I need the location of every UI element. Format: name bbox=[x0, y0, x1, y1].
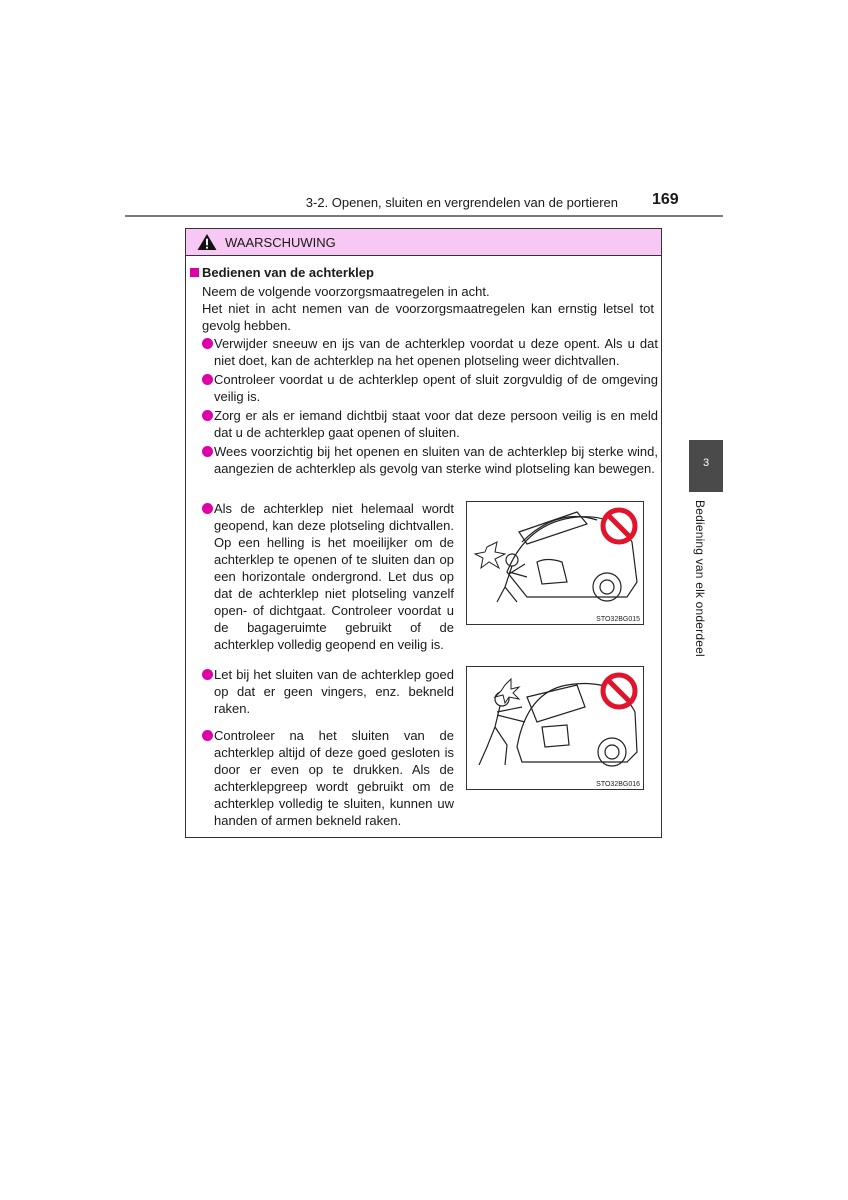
list-item-text: Controleer voordat u de achterklep opent of sluit zorgvuldig of de omgeving veilig is. bbox=[214, 372, 658, 404]
intro-line-2: Het niet in acht nemen van de voorzorgsmaatregelen kan ernstig letsel tot gevolg hebben. bbox=[202, 301, 654, 333]
bullet-dot-icon bbox=[202, 446, 213, 457]
square-bullet-icon bbox=[190, 268, 199, 277]
bullet-dot-icon bbox=[202, 338, 213, 349]
list-item-text: Verwijder sneeuw en ijs van de achterklep voordat u deze opent. Als u dat niet doet, kan de achterklep na het openen plotseling weer dichtvallen. bbox=[214, 336, 658, 368]
figure-1-illustration bbox=[466, 501, 644, 625]
list-item bbox=[202, 443, 658, 477]
list-item bbox=[202, 335, 658, 369]
intro-line-1: Neem de volgende voorzorgsmaatregelen in acht. bbox=[202, 284, 490, 299]
bullet-dot-icon bbox=[202, 730, 213, 741]
list-item bbox=[202, 727, 454, 829]
list-item bbox=[202, 500, 454, 653]
figure-1-text bbox=[202, 500, 454, 663]
page-number: 169 bbox=[652, 191, 679, 208]
list-item bbox=[202, 371, 658, 405]
list-item-text: Let bij het sluiten van de achterklep goed op dat er geen vingers, enz. bekneld raken. bbox=[214, 667, 454, 716]
prohibition-icon bbox=[599, 671, 639, 711]
prohibition-icon bbox=[599, 506, 639, 546]
list-item-text: Als de achterklep niet helemaal wordt geopend, kan deze plotseling dichtvallen. Op een helling is het moeilijker om de achterklep te openen of te sluiten dan op een horizontale ondergrond. Let dus op dat de achterklep niet plotseling vanzelf open- of dichtgaat. Controleer voordat u de bagageruimte gebruikt of de achterklep volledig geopend en veilig is. bbox=[214, 501, 454, 652]
warning-header bbox=[186, 229, 661, 256]
figure-code: STO32BG016 bbox=[596, 781, 640, 788]
header-rule bbox=[125, 215, 723, 217]
chapter-label: Bediening van elk onderdeel bbox=[693, 500, 707, 657]
section-heading bbox=[190, 265, 374, 280]
list-item bbox=[202, 407, 658, 441]
section-heading-text: Bedienen van de achterklep bbox=[202, 265, 374, 280]
warning-triangle-icon bbox=[196, 233, 218, 251]
list-item-text: Wees voorzichtig bij het openen en sluiten van de achterklep bij sterke wind, aangezien de achterklep als gevolg van sterke wind plotseling kan bewegen. bbox=[214, 444, 658, 476]
warning-box bbox=[185, 228, 662, 838]
figure-code: STO32BG015 bbox=[596, 616, 640, 623]
bullet-dot-icon bbox=[202, 669, 213, 680]
figure-2-illustration bbox=[466, 666, 644, 790]
warning-title: WAARSCHUWING bbox=[225, 234, 336, 250]
list-item-text: Controleer na het sluiten van de achterklep altijd of deze goed gesloten is door er even op te drukken. Als de achterklepgreep wordt gebruikt om de achterklep volledig te sluiten, kunnen uw handen of armen bekneld raken. bbox=[214, 728, 454, 828]
figure-2-text bbox=[202, 666, 454, 839]
chapter-tab: 3 bbox=[689, 440, 723, 492]
bullet-dot-icon bbox=[202, 503, 213, 514]
list-item bbox=[202, 666, 454, 717]
bullet-list bbox=[202, 335, 658, 479]
bullet-dot-icon bbox=[202, 374, 213, 385]
list-item-text: Zorg er als er iemand dichtbij staat voor dat deze persoon veilig is en meld dat u de achterklep gaat openen of sluiten. bbox=[214, 408, 658, 440]
bullet-dot-icon bbox=[202, 410, 213, 421]
intro-text bbox=[202, 283, 654, 334]
header-section-title: 3-2. Openen, sluiten en vergrendelen van de portieren bbox=[305, 195, 618, 210]
